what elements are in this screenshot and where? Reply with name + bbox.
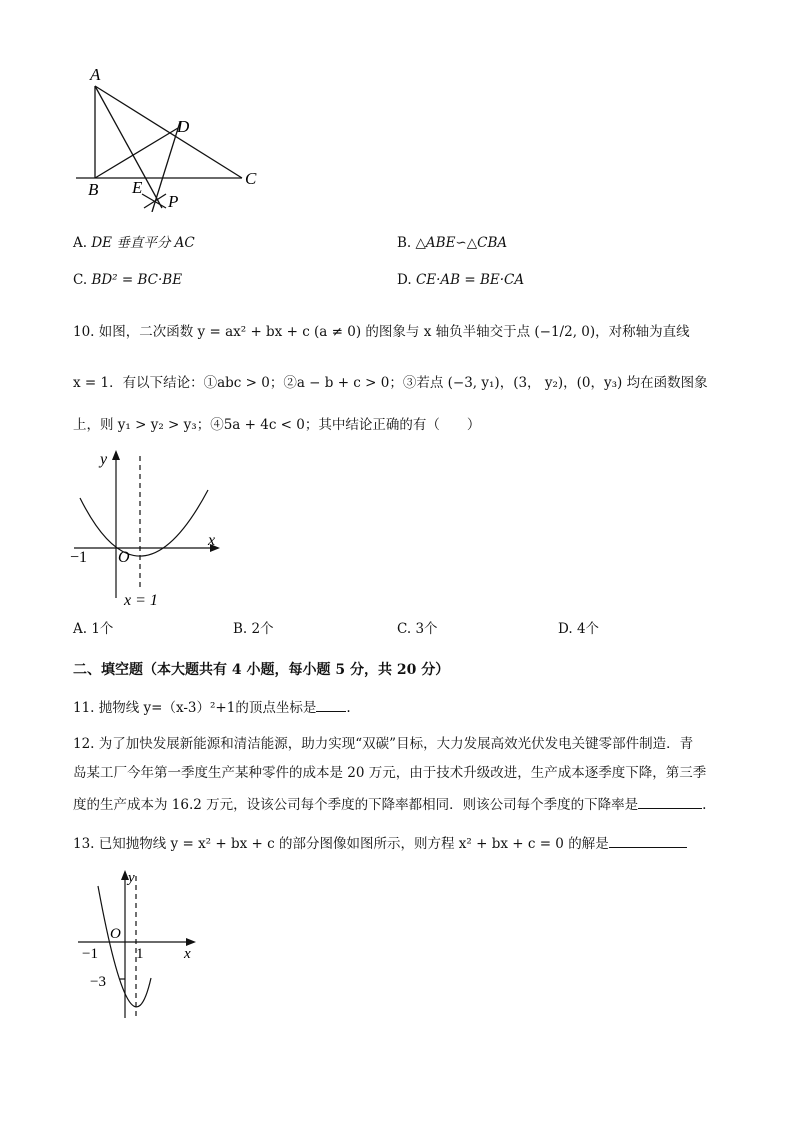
q10-line-3: 上，则 y₁ > y₂ > y₃；④5a + 4c < 0；其中结论正确的有（ ）	[73, 417, 481, 433]
q10-line-2: x = 1．有以下结论：①abc > 0；②a − b + c > 0；③若点 (−3, y₁)，(3， y₂)，(0，y₃) 均在函数图象	[73, 375, 708, 391]
section-2-heading: 二、填空题（本大题共有 4 小题，每小题 5 分，共 20 分）	[73, 662, 450, 678]
q9-option-a: A. DE 垂直平分 AC	[73, 235, 195, 251]
q10-parabola-graph	[68, 448, 228, 613]
origin-label: O	[110, 926, 121, 942]
parabola-curve	[80, 490, 208, 556]
q9-option-b: B. △ABE∽△CBA	[397, 235, 508, 251]
q13-text: 13. 已知抛物线 y = x² + bx + c 的部分图像如图所示，则方程 x² + bx + c = 0 的解是	[73, 833, 687, 854]
neg-one-label: −1	[70, 549, 88, 566]
triangle-figure	[70, 62, 270, 212]
q9-option-d: D. CE·AB = BE·CA	[397, 272, 525, 288]
q11-text: 11. 抛物线 y=（x-3）²+1的顶点坐标是 .	[73, 697, 351, 718]
q12-line-3: 度的生产成本为 16.2 万元，设该公司每个季度的下降率都相同．则该公司每个季度的下降率是 .	[73, 794, 706, 815]
neg-three-label: −3	[90, 974, 106, 990]
label-b: B	[88, 180, 99, 199]
q10-option-b: B. 2个	[233, 621, 274, 637]
neg-one-label: −1	[82, 946, 98, 962]
label-e: E	[132, 178, 143, 197]
q10-option-a: A. 1个	[73, 621, 114, 637]
q10-option-d: D. 4个	[558, 621, 600, 637]
segment-ae	[95, 86, 162, 208]
x-label: x	[184, 946, 191, 962]
y-label: y	[100, 451, 108, 468]
q12-line-2: 岛某工厂今年第一季度生产某种零件的成本是 20 万元，由于技术升级改进，生产成本逐季度下降，第三季	[73, 765, 707, 781]
x-label: x	[208, 532, 216, 549]
label-p: P	[168, 192, 179, 211]
y-label: y	[128, 870, 135, 886]
y-axis-arrow	[112, 450, 120, 460]
q13-parabola-graph	[76, 866, 206, 1026]
q10-line-1: 10. 如图，二次函数 y = ax² + bx + c (a ≠ 0) 的图象与 x 轴负半轴交于点 (−1/2, 0)，对称轴为直线	[73, 324, 690, 340]
label-d: D	[177, 117, 190, 136]
axis-label: x = 1	[124, 592, 158, 609]
q10-option-c: C. 3个	[397, 621, 438, 637]
origin-label: O	[118, 549, 130, 566]
label-c: C	[245, 169, 257, 188]
label-a: A	[90, 65, 101, 84]
one-label: 1	[136, 946, 144, 962]
q12-line-1: 12. 为了加快发展新能源和清洁能源，助力实现“双碳”目标，大力发展高效光伏发电关键零部件制造．青	[73, 736, 694, 752]
q9-option-c: C. BD² = BC·BE	[73, 272, 183, 288]
x-axis-arrow	[186, 938, 196, 946]
